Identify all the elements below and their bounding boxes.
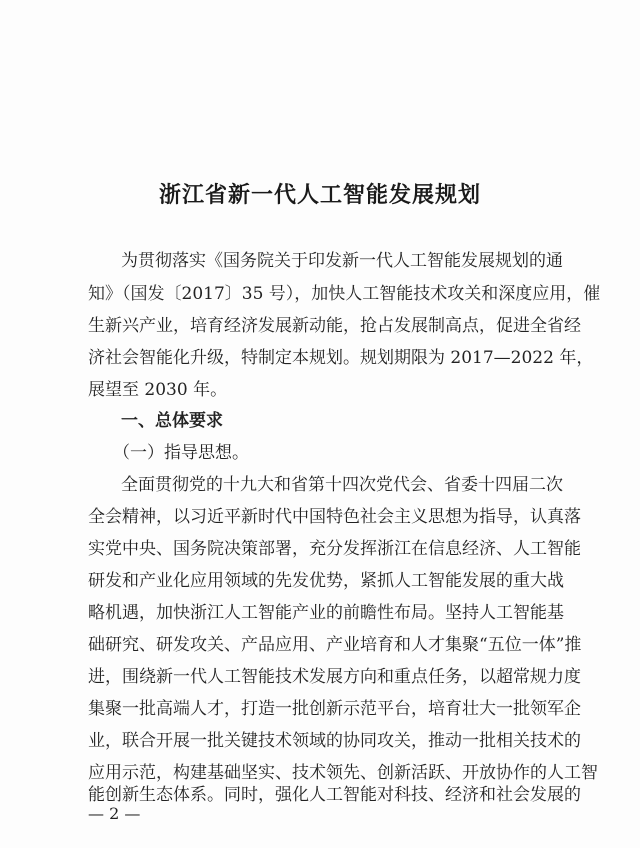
- document-title: 浙江省新一代人工智能发展规划: [158, 183, 481, 208]
- paragraph-line: 知》（国发〔2017〕35 号），加快人工智能技术攻关和深度应用，催: [88, 284, 601, 304]
- paragraph-line: 全会精神，以习近平新时代中国特色社会主义思想为指导，认真落: [88, 507, 581, 527]
- paragraph-line: 能创新生态体系。同时，强化人工智能对科技、经济和社会发展的: [88, 785, 581, 805]
- paragraph-line: 为贯彻落实《国务院关于印发新一代人工智能发展规划的通: [121, 251, 563, 271]
- paragraph-line: 应用示范，构建基础坚实、技术领先、创新活跃、开放协作的人工智: [88, 763, 598, 783]
- paragraph-line: 集聚一批高端人才，打造一批创新示范平台，培育壮大一批领军企: [88, 699, 581, 719]
- page-number: — 2 —: [88, 804, 141, 823]
- paragraph-line: 础研究、研发攻关、产品应用、产业培育和人才集聚“五位一体”推: [88, 635, 582, 655]
- paragraph-line: 济社会智能化升级，特制定本规划。规划期限为 2017—2022 年，: [88, 348, 594, 368]
- section-heading: 一、总体要求: [121, 411, 223, 431]
- paragraph-line: 研发和产业化应用领域的先发优势，紧抓人工智能发展的重大战: [88, 571, 564, 591]
- paragraph-line: 略机遇，加快浙江人工智能产业的前瞻性布局。坚持人工智能基: [88, 603, 564, 623]
- paragraph-line: 展望至 2030 年。: [88, 380, 228, 400]
- paragraph-line: 全面贯彻党的十九大和省第十四次党代会、省委十四届二次: [121, 475, 563, 495]
- subsection-heading: （一）指导思想。: [113, 443, 249, 463]
- paragraph-line: 业，联合开展一批关键技术领域的协同攻关，推动一批相关技术的: [88, 731, 581, 751]
- paragraph-line: 生新兴产业，培育经济发展新动能，抢占发展制高点，促进全省经: [88, 316, 581, 336]
- paragraph-line: 进，围绕新一代人工智能技术发展方向和重点任务，以超常规力度: [88, 667, 581, 687]
- paragraph-line: 实党中央、国务院决策部署，充分发挥浙江在信息经济、人工智能: [88, 539, 581, 559]
